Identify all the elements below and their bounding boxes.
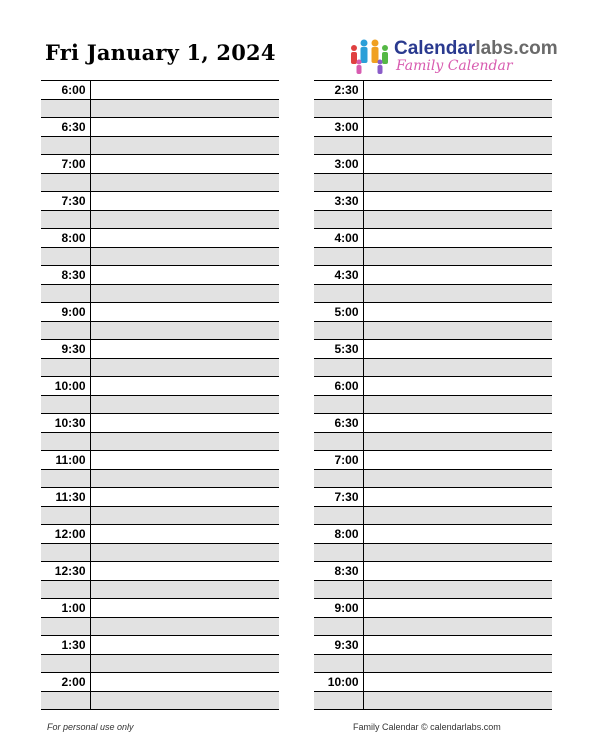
- time-label: 6:00: [41, 81, 90, 100]
- time-label-blank: [314, 321, 363, 340]
- note-line: [90, 192, 279, 211]
- time-slot-row: [314, 673, 552, 692]
- time-label-blank: [314, 284, 363, 303]
- time-label: 12:00: [41, 525, 90, 544]
- shaded-note-line: [363, 543, 552, 562]
- time-label-blank: [314, 432, 363, 451]
- shaded-note-row: [314, 395, 552, 414]
- shaded-note-row: [314, 580, 552, 599]
- shaded-note-row: [41, 247, 279, 266]
- time-slot-row: [314, 636, 552, 655]
- time-label-blank: [41, 617, 90, 636]
- time-slot-row: [314, 266, 552, 285]
- time-slot-row: [41, 414, 279, 433]
- time-label: 9:00: [314, 599, 363, 618]
- time-label: 9:00: [41, 303, 90, 322]
- shaded-note-line: [363, 469, 552, 488]
- shaded-note-row: [314, 99, 552, 118]
- logo-subtitle: Family Calendar: [396, 58, 513, 74]
- shaded-note-row: [41, 210, 279, 229]
- shaded-note-line: [90, 99, 279, 118]
- note-line: [363, 562, 552, 581]
- shaded-note-line: [363, 210, 552, 229]
- time-label: 8:30: [314, 562, 363, 581]
- note-line: [363, 525, 552, 544]
- time-label: 2:00: [41, 673, 90, 692]
- shaded-note-row: [41, 543, 279, 562]
- note-line: [90, 155, 279, 174]
- time-slot-row: [314, 155, 552, 174]
- footer-left-note: For personal use only: [47, 722, 134, 732]
- time-label: 9:30: [314, 636, 363, 655]
- shaded-note-row: [314, 321, 552, 340]
- time-label: 3:00: [314, 155, 363, 174]
- time-label-blank: [314, 136, 363, 155]
- note-line: [363, 377, 552, 396]
- shaded-note-line: [363, 395, 552, 414]
- page-title: Fri January 1, 2024: [45, 40, 276, 65]
- shaded-note-line: [363, 284, 552, 303]
- time-slot-row: [41, 673, 279, 692]
- time-label-blank: [314, 617, 363, 636]
- shaded-note-row: [41, 654, 279, 673]
- time-label-blank: [41, 321, 90, 340]
- note-line: [363, 636, 552, 655]
- note-line: [363, 488, 552, 507]
- shaded-note-row: [314, 654, 552, 673]
- note-line: [363, 303, 552, 322]
- shaded-note-line: [363, 321, 552, 340]
- shaded-note-line: [90, 580, 279, 599]
- time-slot-row: [41, 636, 279, 655]
- shaded-note-line: [363, 580, 552, 599]
- time-slot-row: [41, 266, 279, 285]
- time-slot-row: [314, 118, 552, 137]
- note-line: [363, 81, 552, 100]
- shaded-note-row: [314, 469, 552, 488]
- time-label-blank: [314, 506, 363, 525]
- shaded-note-line: [363, 136, 552, 155]
- logo-brand-suffix: labs.com: [475, 38, 558, 59]
- time-label-blank: [41, 506, 90, 525]
- time-label: 10:00: [41, 377, 90, 396]
- time-label-blank: [314, 580, 363, 599]
- note-line: [90, 81, 279, 100]
- shaded-note-row: [314, 247, 552, 266]
- shaded-note-line: [90, 395, 279, 414]
- time-slot-row: [314, 599, 552, 618]
- note-line: [90, 636, 279, 655]
- shaded-note-line: [363, 617, 552, 636]
- note-line: [90, 414, 279, 433]
- time-label: 8:00: [314, 525, 363, 544]
- time-slot-row: [314, 81, 552, 100]
- shaded-note-row: [41, 136, 279, 155]
- note-line: [363, 414, 552, 433]
- shaded-note-row: [41, 99, 279, 118]
- shaded-note-row: [41, 173, 279, 192]
- shaded-note-row: [41, 506, 279, 525]
- time-label-blank: [41, 358, 90, 377]
- time-label: 5:30: [314, 340, 363, 359]
- shaded-note-row: [314, 617, 552, 636]
- shaded-note-row: [41, 691, 279, 710]
- shaded-note-row: [41, 321, 279, 340]
- shaded-note-line: [90, 469, 279, 488]
- shaded-note-row: [314, 543, 552, 562]
- time-label-blank: [41, 654, 90, 673]
- time-label: 11:30: [41, 488, 90, 507]
- note-line: [90, 488, 279, 507]
- shaded-note-row: [314, 358, 552, 377]
- time-slot-row: [41, 81, 279, 100]
- shaded-note-row: [41, 469, 279, 488]
- time-slot-row: [314, 414, 552, 433]
- time-label: 12:30: [41, 562, 90, 581]
- time-label-blank: [41, 580, 90, 599]
- shaded-note-row: [314, 284, 552, 303]
- time-label: 5:00: [314, 303, 363, 322]
- shaded-note-line: [90, 506, 279, 525]
- time-slot-row: [41, 118, 279, 137]
- time-label: 6:00: [314, 377, 363, 396]
- time-slot-row: [314, 488, 552, 507]
- shaded-note-row: [314, 506, 552, 525]
- time-label-blank: [41, 136, 90, 155]
- time-label-blank: [41, 210, 90, 229]
- time-slot-row: [314, 303, 552, 322]
- time-label-blank: [41, 469, 90, 488]
- shaded-note-line: [90, 432, 279, 451]
- time-label-blank: [314, 395, 363, 414]
- footer-copyright: Family Calendar © calendarlabs.com: [353, 722, 501, 732]
- time-label-blank: [41, 284, 90, 303]
- time-slot-row: [314, 192, 552, 211]
- time-label: 8:00: [41, 229, 90, 248]
- time-slot-row: [41, 303, 279, 322]
- note-line: [363, 673, 552, 692]
- time-slot-row: [41, 488, 279, 507]
- note-line: [363, 266, 552, 285]
- left-schedule-table: [41, 80, 279, 710]
- time-label-blank: [41, 691, 90, 710]
- time-slot-row: [314, 451, 552, 470]
- note-line: [90, 562, 279, 581]
- shaded-note-row: [41, 395, 279, 414]
- time-label: 6:30: [314, 414, 363, 433]
- time-label: 7:00: [41, 155, 90, 174]
- shaded-note-row: [41, 617, 279, 636]
- note-line: [90, 451, 279, 470]
- shaded-note-line: [363, 654, 552, 673]
- note-line: [363, 118, 552, 137]
- shaded-note-line: [90, 654, 279, 673]
- note-line: [90, 266, 279, 285]
- time-label: 7:30: [314, 488, 363, 507]
- shaded-note-line: [90, 543, 279, 562]
- time-label-blank: [314, 247, 363, 266]
- time-label-blank: [314, 469, 363, 488]
- time-label: 8:30: [41, 266, 90, 285]
- time-slot-row: [314, 377, 552, 396]
- time-label: 10:30: [41, 414, 90, 433]
- note-line: [90, 599, 279, 618]
- shaded-note-line: [363, 173, 552, 192]
- time-slot-row: [41, 562, 279, 581]
- note-line: [90, 377, 279, 396]
- time-label: 3:00: [314, 118, 363, 137]
- shaded-note-row: [314, 691, 552, 710]
- time-slot-row: [314, 525, 552, 544]
- note-line: [363, 229, 552, 248]
- time-label: 9:30: [41, 340, 90, 359]
- time-label: 3:30: [314, 192, 363, 211]
- shaded-note-row: [314, 210, 552, 229]
- time-label: 4:00: [314, 229, 363, 248]
- time-slot-row: [41, 525, 279, 544]
- time-label-blank: [41, 432, 90, 451]
- logo-brand: Calendar: [394, 38, 476, 59]
- note-line: [363, 340, 552, 359]
- shaded-note-row: [314, 432, 552, 451]
- time-label-blank: [314, 543, 363, 562]
- shaded-note-line: [363, 432, 552, 451]
- shaded-note-line: [363, 99, 552, 118]
- time-slot-row: [314, 340, 552, 359]
- time-label: 7:30: [41, 192, 90, 211]
- shaded-note-line: [90, 691, 279, 710]
- time-label-blank: [41, 247, 90, 266]
- right-schedule-column: [314, 80, 552, 710]
- time-label-blank: [314, 691, 363, 710]
- time-label: 7:00: [314, 451, 363, 470]
- time-label: 1:30: [41, 636, 90, 655]
- note-line: [90, 340, 279, 359]
- shaded-note-row: [314, 173, 552, 192]
- shaded-note-row: [41, 580, 279, 599]
- time-slot-row: [314, 229, 552, 248]
- time-slot-row: [41, 451, 279, 470]
- time-slot-row: [314, 562, 552, 581]
- shaded-note-line: [363, 506, 552, 525]
- time-label: 1:00: [41, 599, 90, 618]
- note-line: [90, 673, 279, 692]
- note-line: [363, 451, 552, 470]
- shaded-note-row: [41, 358, 279, 377]
- time-slot-row: [41, 599, 279, 618]
- shaded-note-line: [90, 136, 279, 155]
- time-label-blank: [314, 210, 363, 229]
- time-label: 6:30: [41, 118, 90, 137]
- right-schedule-table: [314, 80, 552, 710]
- time-label: 10:00: [314, 673, 363, 692]
- note-line: [90, 525, 279, 544]
- time-label-blank: [41, 543, 90, 562]
- family-people-icon: [346, 38, 394, 76]
- shaded-note-line: [90, 210, 279, 229]
- time-slot-row: [41, 192, 279, 211]
- shaded-note-row: [41, 284, 279, 303]
- note-line: [363, 599, 552, 618]
- shaded-note-line: [90, 617, 279, 636]
- time-label: 11:00: [41, 451, 90, 470]
- note-line: [363, 192, 552, 211]
- shaded-note-line: [363, 247, 552, 266]
- time-label: 2:30: [314, 81, 363, 100]
- shaded-note-line: [90, 173, 279, 192]
- shaded-note-row: [41, 432, 279, 451]
- time-label-blank: [314, 358, 363, 377]
- time-label-blank: [41, 99, 90, 118]
- note-line: [90, 118, 279, 137]
- time-slot-row: [41, 155, 279, 174]
- time-label-blank: [314, 173, 363, 192]
- time-slot-row: [41, 229, 279, 248]
- note-line: [90, 303, 279, 322]
- shaded-note-line: [90, 321, 279, 340]
- shaded-note-row: [314, 136, 552, 155]
- time-label-blank: [314, 99, 363, 118]
- shaded-note-line: [90, 247, 279, 266]
- time-label: 4:30: [314, 266, 363, 285]
- time-label-blank: [41, 395, 90, 414]
- calendarlabs-logo: [346, 38, 558, 78]
- note-line: [363, 155, 552, 174]
- note-line: [90, 229, 279, 248]
- shaded-note-line: [90, 358, 279, 377]
- time-label-blank: [41, 173, 90, 192]
- time-slot-row: [41, 377, 279, 396]
- time-slot-row: [41, 340, 279, 359]
- shaded-note-line: [90, 284, 279, 303]
- time-label-blank: [314, 654, 363, 673]
- left-schedule-column: [41, 80, 279, 710]
- shaded-note-line: [363, 691, 552, 710]
- shaded-note-line: [363, 358, 552, 377]
